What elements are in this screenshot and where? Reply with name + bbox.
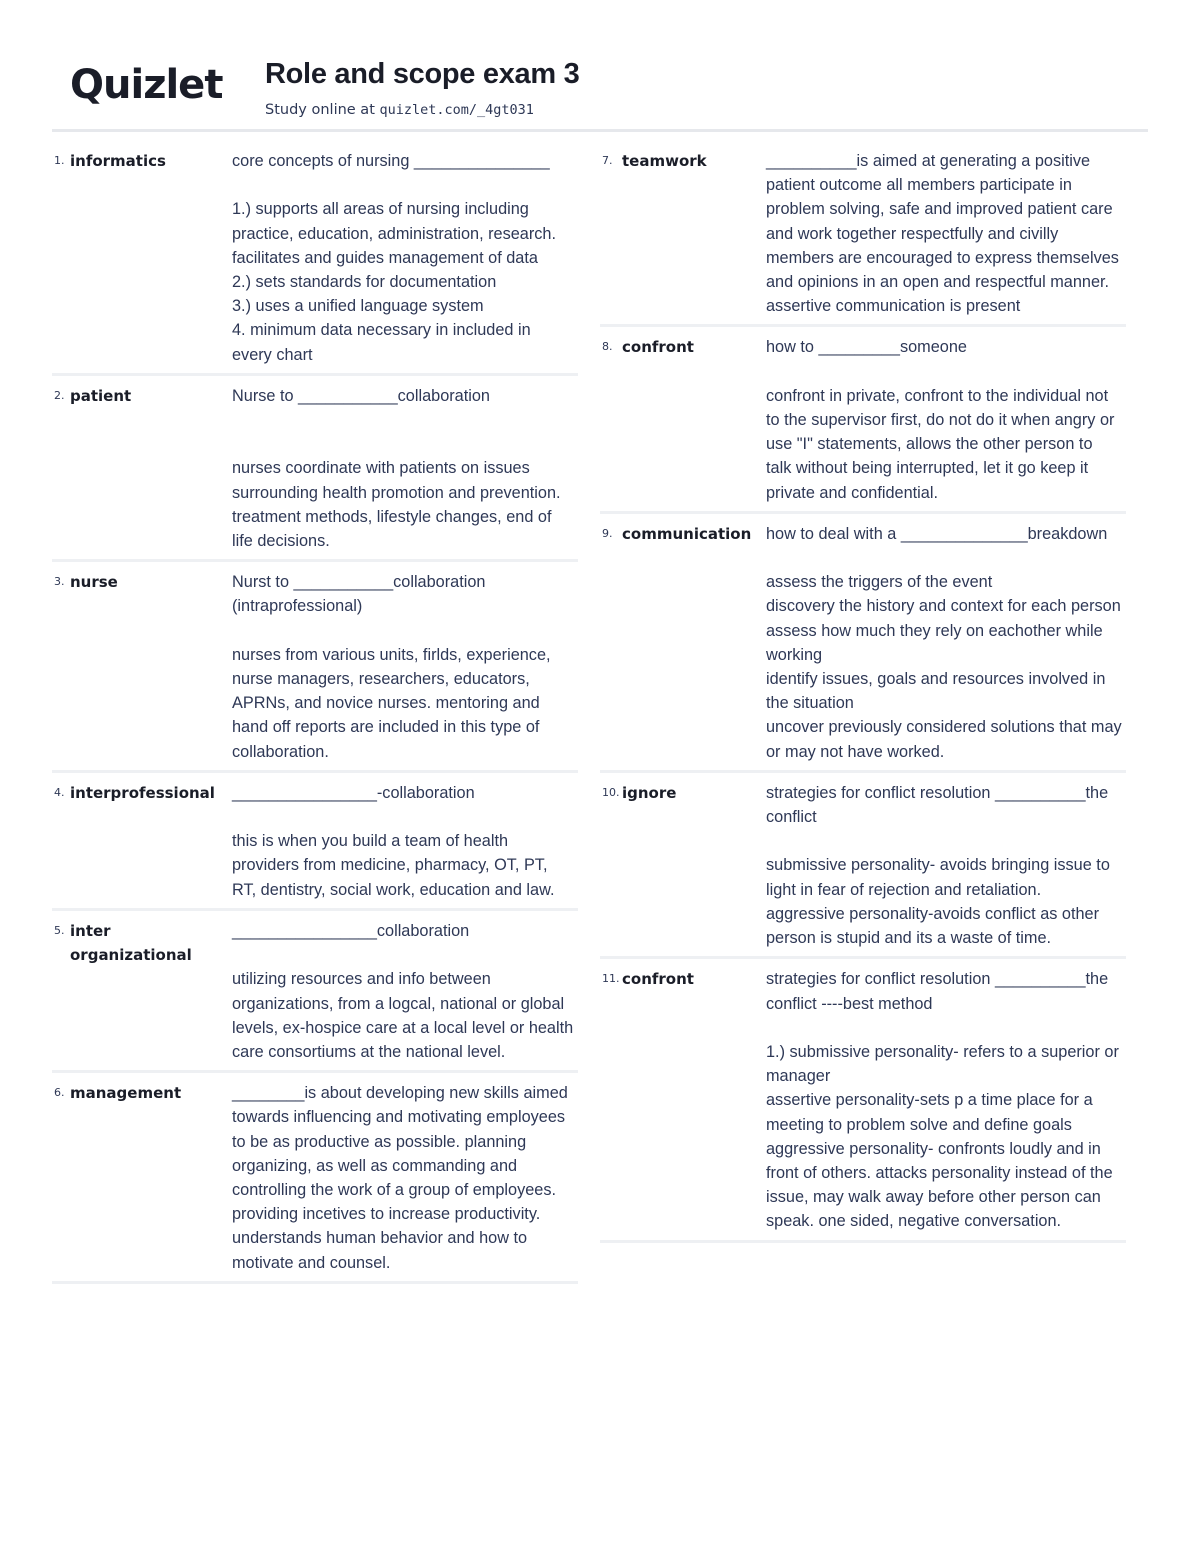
flashcard-6 xyxy=(52,1081,578,1284)
page-header xyxy=(0,0,1200,140)
card-term xyxy=(52,781,232,902)
card-number: 8. xyxy=(602,340,613,354)
term-text: management xyxy=(70,1084,182,1103)
card-definition: ________________collaboration utilizing resources and info between organizations, from a logcal, national or global levels, ex-hospice care at a local level or health care consortiums at the national level. xyxy=(232,921,574,1061)
card-number: 10. xyxy=(602,785,620,799)
term-text: inter organizational xyxy=(70,921,192,964)
quizlet-logo: Quizlet xyxy=(70,62,223,108)
card-term xyxy=(600,781,766,950)
flashcard-7 xyxy=(600,149,1126,327)
page-subtitle xyxy=(265,102,534,118)
card-definition: how to deal with a ______________breakdown assess the triggers of the event discovery the history and context for each person assess how much they rely on eachother while working identify issues, goals and resources involved in the situation uncover previously considered solutions that may or may not have worked. xyxy=(766,524,1122,761)
term-text: confront xyxy=(622,338,694,357)
card-term xyxy=(52,570,232,764)
term-text: informatics xyxy=(70,152,166,170)
right-column xyxy=(600,149,1126,1251)
subtitle-url: quizlet.com/_4gt031 xyxy=(379,102,534,118)
flashcard-8 xyxy=(600,335,1126,513)
term-text: nurse xyxy=(70,573,118,592)
flashcard-11 xyxy=(600,967,1126,1242)
term-text: patient xyxy=(70,386,132,405)
card-term xyxy=(52,149,232,367)
flashcard-9 xyxy=(600,522,1126,773)
card-term xyxy=(52,384,232,553)
card-number: 3. xyxy=(54,575,65,589)
card-number: 4. xyxy=(54,785,65,799)
card-number: 6. xyxy=(54,1086,65,1100)
card-term xyxy=(52,919,232,1064)
card-number: 11. xyxy=(602,972,620,986)
flashcard-2 xyxy=(52,384,578,562)
flashcard-4 xyxy=(52,781,578,911)
term-text: ignore xyxy=(622,783,677,802)
card-number: 5. xyxy=(54,923,65,937)
card-definition: __________is aimed at generating a positive patient outcome all members participate in problem solving, safe and improved patient care and work together respectfully and civilly members are encouraged to express themselves and opinions in an open and respectful manner. assertive communication is present xyxy=(766,152,1119,316)
card-term xyxy=(52,1081,232,1275)
card-number: 1. xyxy=(54,154,65,167)
card-definition: Nurst to ___________collaboration (intraprofessional) nurses from various units, firlds, experience, nurse managers, researchers, educators, APRNs, and novice nurses. mentoring and hand off reports are included in this type of collaboration. xyxy=(232,573,551,761)
card-term xyxy=(600,335,766,504)
card-definition: core concepts of nursing _______________ 1.) supports all areas of nursing including practice, education, administration, research. facilitates and guides management of data 2.) sets standards for documentation 3.) uses a unified language system 4. minimum data necessary in included in every chart xyxy=(232,152,556,364)
term-text: teamwork xyxy=(622,152,707,170)
card-definition: ________is about developing new skills aimed towards influencing and motivating employees to be as productive as possible. planning organizing, as well as commanding and controlling the work of a group of employees. providing incetives to increase productivity. understands human behavior and how to motivate and counsel. xyxy=(232,1084,568,1272)
card-definition: ________________-collaboration this is when you build a team of health providers from medicine, pharmacy, OT, PT, RT, dentistry, social work, education and law. xyxy=(232,783,555,899)
card-definition: how to _________someone confront in private, confront to the individual not to the supervisor first, do not do it when angry or use "I" statements, allows the other person to talk without being interrupted, let it go keep it private and confidential. xyxy=(766,338,1115,502)
card-definition: Nurse to ___________collaboration nurses coordinate with patients on issues surrounding health promotion and prevention. treatment methods, lifestyle changes, end of life decisions. xyxy=(232,386,561,551)
flashcard-10 xyxy=(600,781,1126,959)
card-term xyxy=(600,522,766,764)
card-term xyxy=(600,149,766,318)
flashcard-5 xyxy=(52,919,578,1073)
card-definition: strategies for conflict resolution __________the conflict ----best method 1.) submissive personality- refers to a superior or manager assertive personality-sets p a time place for a meeting to problem solve and define goals aggressive personality- confronts loudly and in front of others. attacks personality instead of the issue, may walk away before other person can speak. one sided, negative conversation. xyxy=(766,970,1119,1231)
term-text: communication xyxy=(622,524,752,543)
card-term xyxy=(600,967,766,1233)
flashcard-1 xyxy=(52,149,578,376)
card-number: 9. xyxy=(602,526,613,540)
term-text: interprofessional xyxy=(70,783,215,802)
card-definition: strategies for conflict resolution __________the conflict submissive personality- avoids bringing issue to light in fear of rejection and retaliation. aggressive personality-avoids conflict as other person is stupid and its a waste of time. xyxy=(766,783,1110,948)
page-title: Role and scope exam 3 xyxy=(265,58,580,90)
left-column xyxy=(52,149,578,1292)
header-divider xyxy=(52,129,1148,132)
card-number: 7. xyxy=(602,154,613,167)
card-number: 2. xyxy=(54,388,65,402)
term-text: confront xyxy=(622,970,694,989)
subtitle-prefix: Study online at xyxy=(265,102,380,118)
flashcard-3 xyxy=(52,570,578,773)
